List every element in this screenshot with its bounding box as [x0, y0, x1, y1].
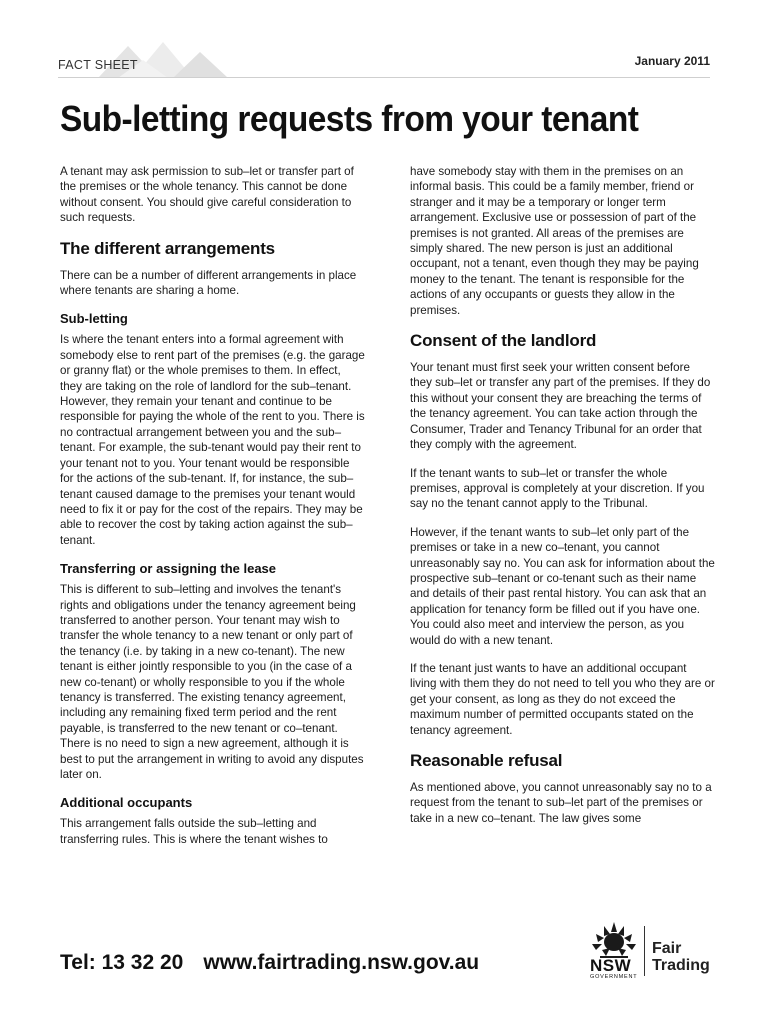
logo-nsw-text: NSW: [590, 956, 632, 975]
fact-sheet-label: FACT SHEET: [58, 58, 138, 72]
left-column: [60, 164, 365, 860]
transferring-heading: Transferring or assigning the lease: [60, 561, 277, 577]
nsw-waratah-logo-icon: [588, 920, 640, 960]
logo-divider: [644, 926, 645, 976]
footer-website-link[interactable]: www.fairtrading.nsw.gov.au: [203, 951, 480, 974]
logo-fair-word: Fair: [652, 940, 682, 957]
refusal-paragraph: As mentioned above, you cannot unreasonably say no to a request from the tenant to sub–let part of the premises or take in a new co–tenant. The law gives some: [410, 781, 712, 825]
footer-contact: [60, 951, 479, 975]
consent-paragraph-2: If the tenant wants to sub–let or transfer the whole premises, approval is completely at your discretion. If you say no the tenant cannot apply to the Tribunal.: [410, 466, 705, 511]
intro-paragraph: A tenant may ask permission to sub–let or transfer part of the premises or the whole tenancy. This cannot be done without consent. You should give careful consideration to such requests.: [60, 165, 354, 225]
consent-paragraph-4: If the tenant just wants to have an additional occupant living with them they do not need to tell you who they are or get your consent, as long as they do not exceed the maximum number of permitted occupants stated on the tenancy agreement.: [410, 661, 715, 737]
refusal-heading: Reasonable refusal: [410, 751, 563, 770]
right-column: [410, 164, 715, 839]
consent-paragraph-1: Your tenant must first seek your written consent before they sub–let or transfer any part of the premises. If they do this without your consent they are breaching the terms of the tenancy agreement. You can take action through the Consumer, Trader and Tenancy Tribunal for an order that they comply with the agreement.: [410, 361, 711, 452]
header-divider: [58, 77, 710, 78]
subletting-paragraph: Is where the tenant enters into a formal agreement with somebody else to rent part of the premises (e.g. the garage or granny flat) or the whole premises to them. In effect, they are taking on the role of landlord for the sub–tenant. However, they remain your tenant and continue to be responsible for paying the whole of the rent to you. There is no contractual arrangement between you and the sub–tenant. For example, the sub-tenant would pay their rent to your tenant not to you. Your tenant would be responsible for the actions of the sub-tenant. If, for instance, the sub–tenant caused damage to the premises your tenant would need to fix it or pay for the cost of the repairs. They may be able to recover the cost by taking action against the sub–tenant.: [60, 333, 365, 547]
nsw-fair-trading-logo: [588, 920, 718, 980]
occupants-heading: Additional occupants: [60, 795, 193, 811]
logo-trading-word: Trading: [652, 957, 710, 974]
header: [58, 40, 710, 78]
arrangements-heading: The different arrangements: [60, 238, 275, 258]
consent-paragraph-3: However, if the tenant wants to sub–let only part of the premises or take in a new co–tenant, you cannot unreasonably say no. You can ask for information about the prospective sub–tenant or co-tenant such as their name and details of their past rental history. You can ask that an application for tenancy form be filled out if you have one. You could also meet and interview the person, as you would do with a new tenant.: [410, 525, 715, 647]
footer-phone[interactable]: Tel: 13 32 20: [60, 951, 184, 974]
page-title: Sub-letting requests from your tenant: [60, 98, 639, 139]
transferring-paragraph: This is different to sub–letting and involves the tenant's rights and obligations under the tenancy agreement being transferred to another person. Your tenant may wish to transfer the whole tenancy to a new tenant or only part of the tenancy (i.e. by taking in a new co-tenant). The new tenant is either jointly responsible to you (in the case of a new co-tenant) or wholly responsible to you if the whole tenancy is transferred. The existing tenancy agreement, including any remaining fixed term period and the rent payable, is transferred to the new tenant or co–tenant. There is no need to sign a new agreement, although it is best to put the arrangement in writing to avoid any disputes later on.: [60, 583, 364, 781]
logo-government-text: GOVERNMENT: [590, 974, 638, 980]
occupants-continued-paragraph: have somebody stay with them in the premises on an informal basis. This could be a family member, friend or stranger and it may be a temporary or longer term arrangement. Exclusive use or possession of part of the premises is not granted. All areas of the premises are simply shared. The new person is just an additional occupant, not a tenant, even though they may be paying money to the tenant. The tenant is responsible for the actions of any occupants or guests they allow in the premises.: [410, 165, 699, 317]
arrangements-paragraph: There can be a number of different arrangements in place where tenants are sharing a home.: [60, 268, 357, 298]
issue-date: January 2011: [634, 54, 710, 68]
consent-heading: Consent of the landlord: [410, 331, 597, 351]
subletting-heading: Sub-letting: [60, 311, 128, 327]
logo-fair-trading-text: [652, 940, 710, 974]
occupants-paragraph: This arrangement falls outside the sub–letting and transferring rules. This is where the tenant wishes to: [60, 817, 328, 846]
